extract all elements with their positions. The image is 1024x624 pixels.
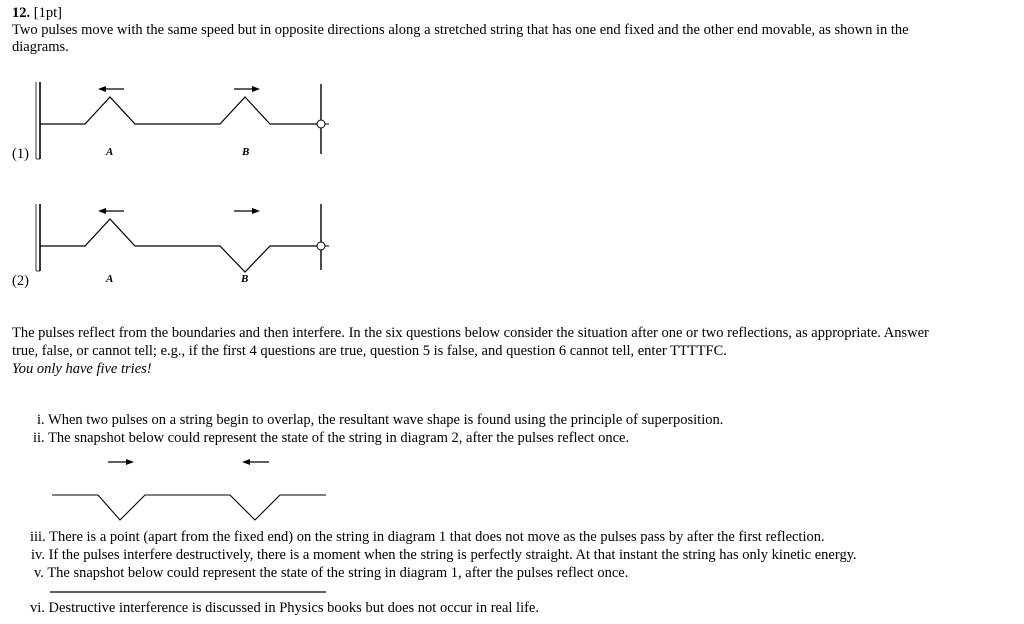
question-v: v. The snapshot below could represent the state of the string in diagram 1, after the pulses reflect once. — [34, 565, 629, 581]
problem-intro-line1: Two pulses move with the same speed but in opposite directions along a stretched string that has one end fixed and the other end movable, as shown in the — [12, 22, 909, 38]
snapshot-ii-figure — [52, 459, 326, 520]
diagram-1-figure — [36, 82, 329, 159]
diagram-1-label: (1) — [12, 146, 29, 162]
snapshot-ii-string — [52, 495, 326, 520]
tries-note: You only have five tries! — [12, 361, 152, 377]
problem-intro-line2: diagrams. — [12, 39, 69, 55]
movable-end-ring — [317, 120, 325, 128]
diagram-2-figure — [36, 204, 329, 272]
problem-points: [1pt] — [33, 5, 62, 21]
instructions-line2: true, false, or cannot tell; e.g., if the first 4 questions are true, question 5 is false, and question 6 cannot tell, enter TTTTFC. — [12, 343, 727, 359]
question-ii: ii. The snapshot below could represent the state of the string in diagram 2, after the pulses reflect once. — [33, 430, 630, 446]
question-vi: vi. Destructive interference is discussed in Physics books but does not occur in real life. — [30, 600, 539, 616]
pulse-b-label-2: B — [241, 273, 249, 285]
pulse-a-label-1: A — [106, 146, 114, 158]
pulse-b-label-1: B — [242, 146, 250, 158]
pulse-a-label-2: A — [106, 273, 114, 285]
diagram-2-label: (2) — [12, 273, 29, 289]
problem-number: 12. — [12, 5, 31, 21]
question-i: i. When two pulses on a string begin to overlap, the resultant wave shape is found using the principle of superposition. — [37, 412, 724, 428]
question-iv: iv. If the pulses interfere destructively, there is a moment when the string is perfectly straight. At that instant the string has only kinetic energy. — [31, 547, 857, 563]
question-iii: iii. There is a point (apart from the fixed end) on the string in diagram 1 that does not move as the pulses pass by after the first reflection. — [30, 529, 825, 545]
string-diagram-2 — [40, 219, 320, 272]
string-diagram-1 — [40, 97, 320, 124]
instructions-line1: The pulses reflect from the boundaries and then interfere. In the six questions below consider the situation after one or two reflections, as appropriate. Answer — [12, 325, 929, 341]
movable-end-ring-2 — [317, 242, 325, 250]
